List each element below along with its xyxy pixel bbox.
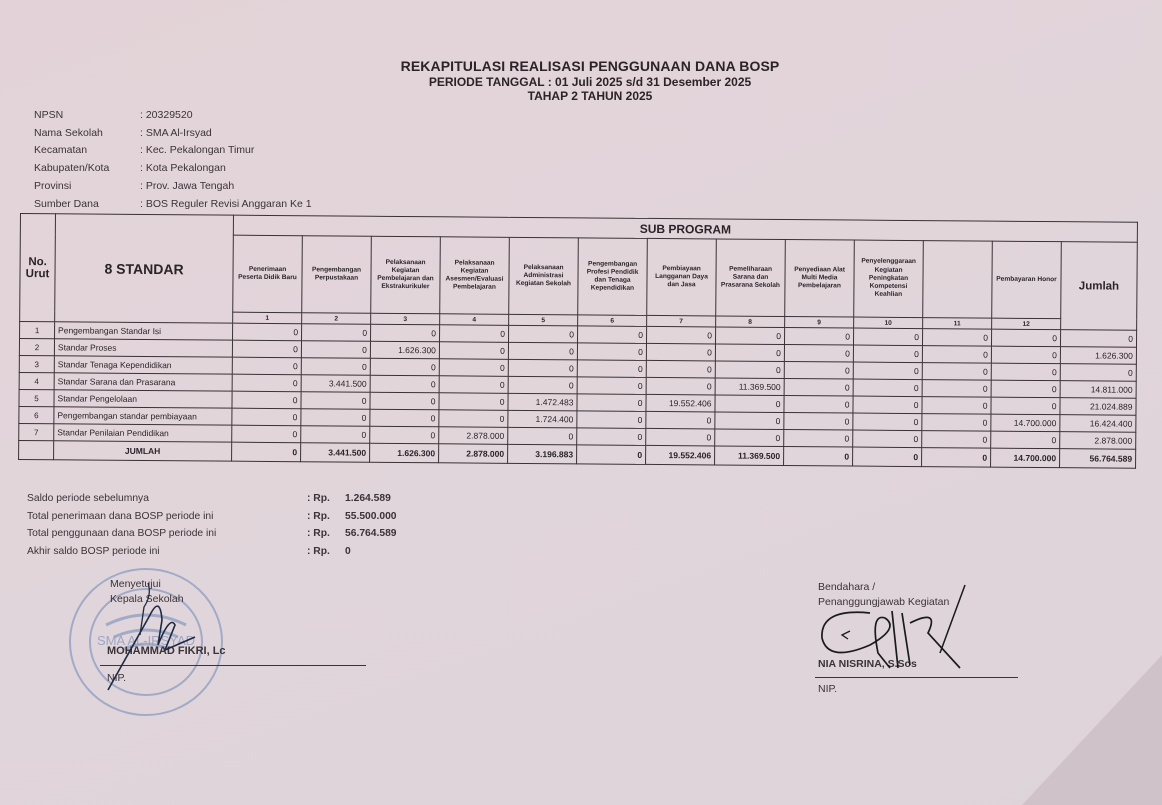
cell-value: 0 [232,374,301,392]
row-number: 4 [19,372,54,389]
total-value: 0 [922,448,991,468]
grand-total: 56.764.589 [1060,449,1136,469]
info-row [34,142,312,160]
info-value: : SMA Al-Irsyad [140,126,212,139]
cell-value: 0 [508,359,577,377]
summary-label: Akhir saldo BOSP periode ini [27,545,160,557]
cell-value: 0 [853,328,922,346]
info-row [34,124,312,142]
column-number: 11 [923,318,992,330]
column-header: Penyediaan Alat Multi Media Pembelajaran [785,240,855,318]
standar-name: Standar Tenaga Kependidikan [54,356,232,374]
treasurer-signature [810,583,980,678]
column-header: Pelaksanaan Administrasi Kegiatan Sekolah [509,237,579,315]
info-value: : Kec. Pekalongan Timur [140,144,255,157]
cell-value: 0 [301,409,370,427]
document-period: PERIODE TANGGAL : 01 Juli 2025 s/d 31 Desember 2025 [428,75,752,89]
standar-name: Standar Proses [54,339,232,357]
treasurer-name: NIA NISRINA, S.Sos [818,658,917,670]
column-header: Pengembangan Perpustakaan [302,236,372,314]
summary-currency: : Rp. [307,528,330,540]
cell-value: 0 [301,426,370,444]
column-header: Pelaksanaan Kegiatan Asesmen/Evaluasi Pembelajaran [440,237,510,315]
no-urut-header: No. Urut [20,214,56,322]
cell-value: 0 [301,341,370,359]
cell-value: 0 [232,340,301,358]
column-header: Pengembangan Profesi Pendidik dan Tenaga Kependidikan [578,238,648,316]
row-number: 3 [19,355,54,372]
row-number: 6 [19,406,54,423]
summary-value: 1.264.589 [345,493,391,505]
row-jumlah: 21.024.889 [1060,398,1136,416]
total-value: 3.196.883 [508,444,577,464]
cell-value: 0 [370,392,439,410]
cell-value: 1.472.483 [508,393,577,411]
cell-value: 0 [922,363,991,381]
cell-value: 2.878.000 [439,427,508,445]
cell-value: 0 [922,346,991,364]
row-jumlah: 16.424.400 [1060,415,1136,433]
treasurer-role-line1: Bendahara / [818,581,876,593]
cell-value: 0 [577,428,646,446]
column-number: 9 [785,317,854,329]
principal-role: Kepala Sekolah [110,593,184,605]
rekap-table [18,213,1138,469]
sub-program-header: SUB PROGRAM [233,215,1137,242]
info-row [34,106,312,124]
cell-value: 0 [232,408,301,426]
column-header: Pembiayaan Langganan Daya dan Jasa [647,238,717,316]
summary-label: Saldo periode sebelumnya [27,493,149,505]
summary-value: 0 [345,545,351,557]
cell-value: 0 [301,392,370,410]
info-row [34,159,312,177]
cell-value: 0 [232,425,301,443]
cell-value: 0 [646,377,715,395]
summary-label: Total penggunaan dana BOSP periode ini [27,528,217,540]
cell-value: 0 [922,329,991,347]
total-value: 0 [853,447,922,467]
row-jumlah: 0 [1060,330,1136,348]
cell-value: 0 [508,325,577,343]
summary-value: 55.500.000 [345,510,397,522]
summary-row [27,490,397,508]
cell-value: 0 [439,376,508,394]
info-value: : Prov. Jawa Tengah [140,180,235,193]
info-label: NPSN [34,108,64,121]
total-value: 2.878.000 [439,444,508,464]
column-header [923,241,993,319]
summary-value: 56.764.589 [345,528,397,540]
cell-value: 0 [853,345,922,363]
cell-value: 0 [715,429,784,447]
row-jumlah: 0 [1060,364,1136,382]
column-header: Penerimaan Peserta Didik Baru [233,235,303,313]
cell-value: 0 [853,430,922,448]
cell-value: 0 [439,342,508,360]
jumlah-header: Jumlah [1061,242,1138,331]
cell-value: 0 [577,326,646,344]
cell-value: 0 [922,431,991,449]
cell-value: 0 [853,379,922,397]
cell-value: 0 [577,360,646,378]
column-number: 8 [716,316,785,328]
cell-value: 0 [646,428,715,446]
cell-value: 0 [853,413,922,431]
column-number: 1 [233,312,302,324]
column-header: Pemeliharaan Sarana dan Prasarana Sekolah [716,239,786,317]
summary-row [27,543,397,561]
treasurer-role-line2: Penanggungjawab Kegiatan [818,596,950,608]
total-value: 11.369.500 [715,446,784,466]
cell-value: 0 [715,361,784,379]
cell-value: 0 [991,431,1060,449]
total-value: 1.626.300 [370,443,439,463]
row-number: 5 [19,389,54,406]
cell-value: 19.552.406 [646,394,715,412]
school-info [34,106,312,213]
cell-value: 0 [784,345,853,363]
summary-row [27,508,397,526]
row-jumlah: 1.626.300 [1060,347,1136,365]
cell-value: 3.441.500 [301,375,370,393]
row-jumlah: 14.811.000 [1060,381,1136,399]
cell-value: 0 [853,396,922,414]
cell-value: 0 [922,397,991,415]
cell-value: 0 [784,430,853,448]
row-number: 1 [20,322,55,339]
cell-value: 0 [715,327,784,345]
cell-value: 0 [646,411,715,429]
standar-name: Pengembangan Standar Isi [55,322,233,340]
total-label: JUMLAH [54,441,232,461]
summary-currency: : Rp. [307,510,330,522]
cell-value: 0 [646,326,715,344]
cell-value: 0 [439,359,508,377]
cell-value: 0 [370,358,439,376]
total-value: 0 [784,447,853,467]
total-value: 3.441.500 [301,443,370,463]
cell-value: 0 [853,362,922,380]
info-value: : BOS Reguler Revisi Anggaran Ke 1 [140,197,312,210]
principal-name: MOHAMMAD FIKRI, Lc [107,645,226,657]
total-value: 0 [232,442,301,462]
column-number: 7 [647,315,716,327]
cell-value: 0 [232,391,301,409]
cell-value: 0 [784,413,853,431]
cell-value: 0 [577,394,646,412]
cell-value: 0 [784,328,853,346]
principal-nip: NIP. [107,672,127,684]
cell-value: 0 [922,414,991,432]
standar-header: 8 STANDAR [55,214,234,323]
column-number: 2 [302,313,371,325]
cell-value: 0 [232,357,301,375]
cell-value: 0 [371,324,440,342]
cell-value: 0 [508,376,577,394]
info-label: Sumber Dana [34,197,99,210]
cell-value: 1.724.400 [508,410,577,428]
summary-currency: : Rp. [307,493,330,505]
document-stage: TAHAP 2 TAHUN 2025 [527,89,653,103]
column-number: 12 [992,318,1061,330]
cell-value: 0 [577,377,646,395]
document-title: REKAPITULASI REALISASI PENGGUNAAN DANA BOSP [400,58,780,74]
column-number: 5 [509,314,578,326]
cell-value: 0 [991,380,1060,398]
total-value: 19.552.406 [646,445,715,465]
cell-value: 0 [715,344,784,362]
column-number: 4 [440,314,509,326]
cell-value: 0 [922,380,991,398]
cell-value: 0 [715,395,784,413]
cell-value: 0 [991,329,1060,347]
info-label: Provinsi [34,180,72,193]
standar-name: Standar Penilaian Pendidikan [54,424,232,442]
cell-value: 0 [440,325,509,343]
fund-summary [27,490,397,560]
cell-value: 0 [991,346,1060,364]
principal-signature [100,575,210,695]
row-number: 2 [19,339,54,356]
standar-name: Pengembangan standar pembiayaan [54,407,232,425]
cell-value: 0 [508,427,577,445]
treasurer-nip: NIP. [818,683,838,695]
cell-value: 0 [370,375,439,393]
cell-value: 0 [991,363,1060,381]
cell-value: 0 [991,397,1060,415]
cell-value: 14.700.000 [991,414,1060,432]
column-number: 6 [578,315,647,327]
total-value: 14.700.000 [991,448,1060,468]
cell-value: 0 [508,342,577,360]
column-number: 10 [854,317,923,329]
info-value: : Kota Pekalongan [140,162,226,175]
info-label: Kabupaten/Kota [34,162,110,175]
cell-value: 0 [784,396,853,414]
summary-label: Total penerimaan dana BOSP periode ini [27,510,214,522]
approval-label: Menyetujui [110,578,161,590]
column-header: Pelaksanaan Kegiatan Pembelajaran dan Ekstrakurikuler [371,236,441,314]
info-label: Kecamatan [34,144,88,157]
info-row [34,195,312,213]
row-number: 7 [19,423,54,440]
cell-value: 0 [646,360,715,378]
column-header: Penyelenggaraan Kegiatan Peningkatan Kompetensi Keahlian [854,240,924,318]
cell-value: 0 [439,393,508,411]
cell-value: 0 [784,362,853,380]
cell-value: 11.369.500 [715,378,784,396]
info-row [34,177,312,195]
standar-name: Standar Pengelolaan [54,390,232,408]
cell-value: 0 [302,324,371,342]
cell-value: 0 [301,358,370,376]
row-jumlah: 2.878.000 [1060,432,1136,450]
cell-value: 0 [577,411,646,429]
summary-row [27,525,397,543]
column-number: 3 [371,313,440,325]
cell-value: 0 [715,412,784,430]
cell-value: 0 [784,379,853,397]
stamp-text: SMA AL-IRSYAD [96,633,196,648]
cell-value: 1.626.300 [370,341,439,359]
cell-value: 0 [233,323,302,341]
cell-value: 0 [577,343,646,361]
info-value: : 20329520 [140,108,193,121]
cell-value: 0 [370,409,439,427]
info-label: Nama Sekolah [34,126,103,139]
cell-value: 0 [646,343,715,361]
cell-value: 0 [439,410,508,428]
summary-currency: : Rp. [307,545,330,557]
document-header [380,58,800,103]
column-header: Pembayaran Honor [992,241,1062,319]
total-blank [19,440,54,459]
total-value: 0 [577,445,646,465]
standar-name: Standar Sarana dan Prasarana [54,373,232,391]
cell-value: 0 [370,426,439,444]
page-fold-shadow [1022,655,1162,805]
